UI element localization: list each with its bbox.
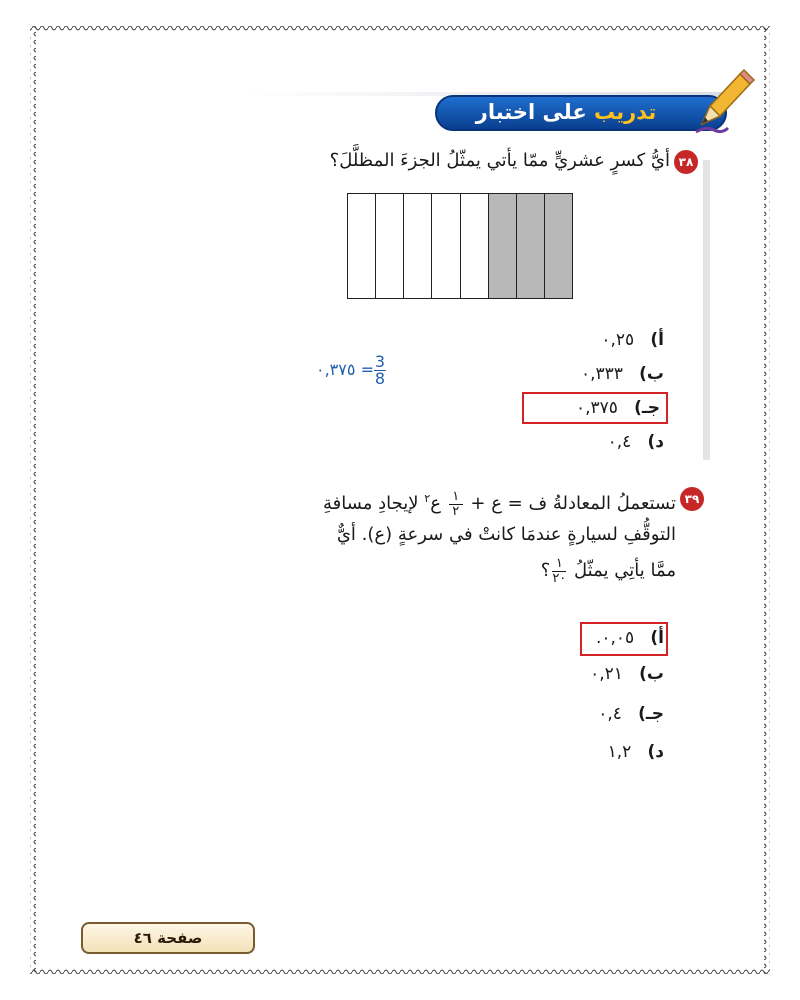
- grid-cell: [375, 194, 403, 298]
- q38-option-a[interactable]: [500, 326, 664, 354]
- banner-title-rest: على اختبار: [475, 100, 594, 124]
- grid-cell: [431, 194, 459, 298]
- grid-cell-shaded: [516, 194, 544, 298]
- q39-option-d-value: ١,٢: [607, 742, 632, 762]
- q39-line3-start: ممَّا يأتِي يمثّلُ: [568, 560, 676, 581]
- q38-option-c-letter: جـ): [634, 398, 660, 418]
- q38-note-numerator: 3: [374, 352, 386, 371]
- shaded-fraction-grid: [347, 193, 573, 299]
- q39-frac2-den: ٢٠: [552, 570, 567, 586]
- q39-option-d[interactable]: [540, 738, 664, 766]
- q38-option-c-value: ٠,٣٧٥: [576, 398, 618, 418]
- q38-option-d[interactable]: [500, 428, 664, 456]
- q39-option-c[interactable]: [540, 700, 664, 728]
- q38-note-decimal: ٠,٣٧٥: [316, 360, 356, 379]
- q39-option-b-letter: ب): [639, 664, 664, 684]
- q38-selected-answer-box: [522, 392, 668, 424]
- q39-frac1-den: ٢: [452, 503, 460, 519]
- q38-answer-note: [316, 350, 456, 390]
- q39-line3-end: ؟: [540, 560, 551, 581]
- q39-option-a-letter: أ): [650, 628, 664, 648]
- q39-option-a-value: ٠,٠٥.: [595, 628, 635, 648]
- banner-title-accent: تدريب: [594, 100, 657, 124]
- q38-option-a-value: ٠,٢٥: [601, 330, 635, 350]
- question-38-badge: ٣٨: [674, 150, 698, 174]
- q38-option-b-letter: ب): [639, 364, 664, 384]
- q39-line1-exponent: ٢: [424, 492, 431, 505]
- q38-option-b[interactable]: [500, 360, 664, 388]
- q39-option-c-value: ٠,٤: [598, 704, 622, 724]
- question-39-line-1: [300, 480, 676, 523]
- grid-cell: [460, 194, 488, 298]
- pencil-icon: [688, 66, 760, 138]
- grid-cell: [403, 194, 431, 298]
- question-39-badge: ٣٩: [680, 487, 704, 511]
- q39-selected-answer-box: [580, 622, 668, 656]
- q39-fraction-twentieth: [552, 557, 566, 586]
- q38-note-equals: =: [360, 360, 374, 379]
- q39-frac1-num: ١: [452, 488, 460, 504]
- grid-cell: [348, 194, 375, 298]
- q38-note-fraction: [374, 354, 386, 387]
- q39-line1-start: تستعملُ المعادلةُ ف = ع +: [464, 493, 676, 514]
- q38-option-b-value: ٠,٣٣٣: [580, 364, 623, 384]
- grid-cell-shaded: [488, 194, 516, 298]
- q39-fraction-half: [449, 490, 463, 519]
- q38-note-denominator: 8: [374, 369, 386, 388]
- question-39-line-3: [300, 552, 676, 590]
- page-number-label: صفحة ٤٦: [133, 929, 203, 947]
- q39-frac2-num: ١: [555, 555, 563, 571]
- q38-option-d-letter: د): [647, 432, 664, 452]
- q39-option-b-value: ٠,٢١: [590, 664, 623, 684]
- q39-line1-var: ع: [430, 493, 447, 514]
- q39-option-c-letter: جـ): [638, 704, 664, 724]
- question-38-text: أيُّ كسرٍ عشريٍّ ممّا يأتي يمثّلُ الجزءَ المظلَّلَ؟: [329, 150, 670, 171]
- banner-title: [450, 97, 682, 127]
- question-39-line-2: التوقُّفِ لسيارةٍ عندمَا كانتْ في سرعةٍ (ع). أيٌّ: [336, 524, 676, 545]
- q39-line1-end: لإيجادِ مسافةِ: [323, 493, 425, 514]
- section-side-rule: [703, 160, 710, 460]
- grid-cell-shaded: [544, 194, 572, 298]
- q38-option-a-letter: أ): [650, 330, 664, 350]
- q39-option-b[interactable]: [540, 660, 664, 688]
- q38-option-d-value: ٠,٤: [607, 432, 632, 452]
- q39-option-d-letter: د): [647, 742, 664, 762]
